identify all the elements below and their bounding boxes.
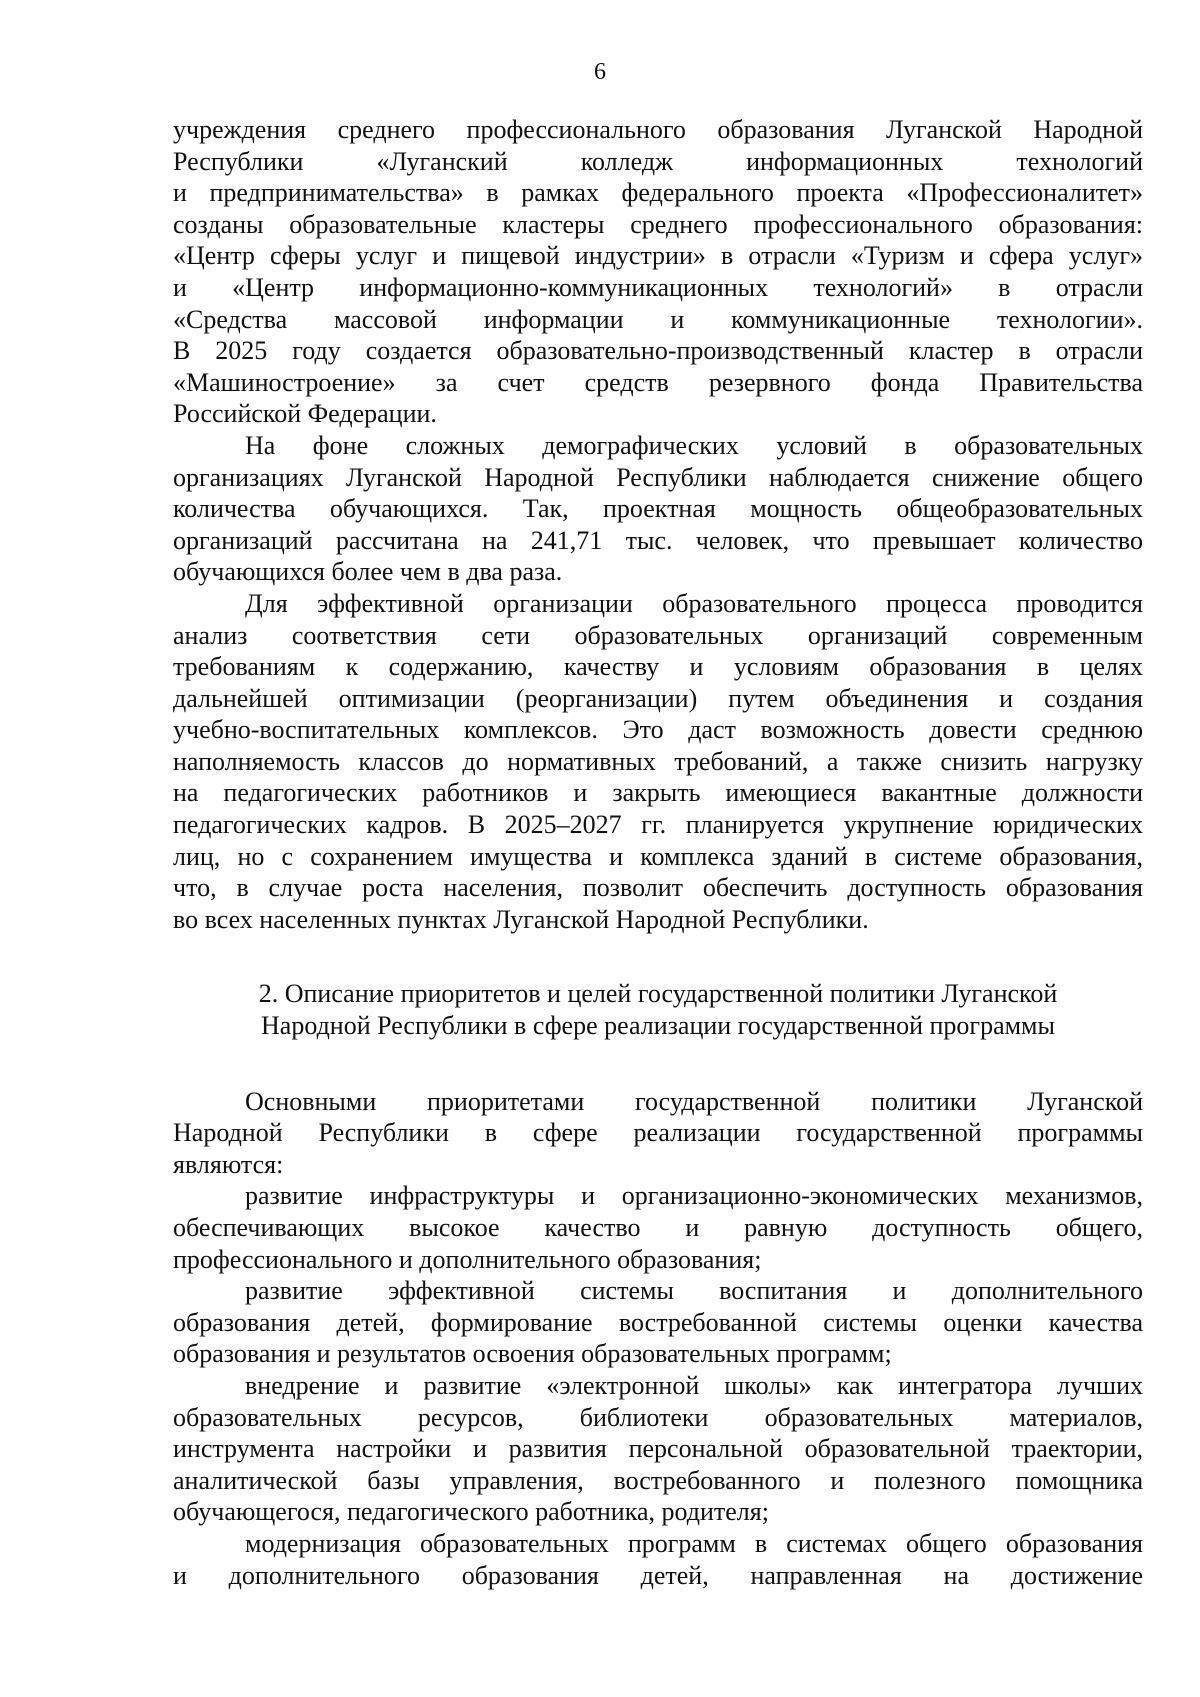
text-line: учебно-воспитательных комплексов. Это даст возможность довести среднюю [173, 715, 1143, 745]
text-line: наполняемость классов до нормативных требований, а также снизить нагрузку [173, 746, 1143, 776]
text-line: «Центр сферы услуг и пищевой индустрии» в отрасли «Туризм и сфера услуг» [173, 241, 1143, 271]
text-line: требованиям к содержанию, качеству и условиям образования в целях [173, 652, 1143, 682]
paragraph [173, 1528, 1143, 1591]
text-line: развитие инфраструктуры и организационно-экономических механизмов, [245, 1181, 1143, 1211]
section-heading-line: Народной Республики в сфере реализации государственной программы [261, 1011, 1055, 1041]
paragraph [173, 1086, 1143, 1181]
paragraph [173, 114, 1143, 430]
text-line: обеспечивающих высокое качество и равную доступность общего, [173, 1213, 1143, 1242]
text-line: На фоне сложных демографических условий в образовательных [245, 430, 1143, 460]
text-line: Для эффективной организации образовательного процесса проводится [245, 588, 1143, 618]
text-line: и предпринимательства» в рамках федерального проекта «Профессионалитет» [173, 178, 1143, 208]
page-number: 6 [594, 59, 606, 85]
section-heading-line: 2. Описание приоритетов и целей государственной политики Луганской [258, 979, 1058, 1009]
text-line: обучающихся более чем в два раза. [173, 557, 563, 587]
text-line: «Машиностроение» за счет средств резервного фонда Правительства [173, 367, 1143, 397]
text-line: внедрение и развитие «электронной школы» как интегратора лучших [245, 1370, 1143, 1400]
text-line: Республики «Луганский колледж информационных технологий [173, 146, 1143, 176]
text-line: образования детей, формирование востребованной системы оценки качества [173, 1307, 1143, 1337]
text-line: количества обучающихся. Так, проектная мощность общеобразовательных [173, 494, 1143, 524]
paragraph [173, 1275, 1143, 1370]
text-line: организациях Луганской Народной Республики наблюдается снижение общего [173, 462, 1143, 492]
paragraph [173, 1180, 1143, 1275]
text-line: лиц, но с сохранением имущества и комплекса зданий в системе образования, [173, 841, 1143, 871]
text-line: развитие эффективной системы воспитания и дополнительного [245, 1276, 1143, 1306]
section-heading [173, 978, 1143, 1041]
text-line: педагогических кадров. В 2025–2027 гг. планируется укрупнение юридических [173, 810, 1143, 840]
text-line: профессионального и дополнительного образования; [173, 1244, 762, 1274]
text-line: созданы образовательные кластеры среднего профессионального образования: [173, 209, 1143, 239]
text-line: что, в случае роста населения, позволит обеспечить доступность образования [173, 873, 1143, 903]
text-line: на педагогических работников и закрыть имеющиеся вакантные должности [173, 778, 1143, 808]
text-line: образования и результатов освоения образовательных программ; [173, 1339, 892, 1369]
text-line: В 2025 году создается образовательно-производственный кластер в отрасли [173, 336, 1143, 366]
bottom-paragraphs [173, 1086, 1143, 1592]
text-line: являются: [173, 1149, 284, 1179]
top-paragraphs [173, 114, 1143, 935]
paragraph [173, 588, 1143, 936]
text-line: и «Центр информационно-коммуникационных технологий» в отрасли [173, 272, 1143, 302]
text-line: учреждения среднего профессионального образования Луганской Народной [173, 115, 1143, 144]
document-body [173, 114, 1143, 1591]
paragraph [173, 1370, 1143, 1528]
text-line: аналитической базы управления, востребованного и полезного помощника [173, 1465, 1143, 1495]
paragraph [173, 430, 1143, 588]
text-line: Народной Республики в сфере реализации государственной программы [173, 1118, 1143, 1148]
text-line: инструмента настройки и развития персональной образовательной траектории, [173, 1434, 1143, 1464]
text-line: образовательных ресурсов, библиотеки образовательных материалов, [173, 1402, 1143, 1432]
text-line: организаций рассчитана на 241,71 тыс. человек, что превышает количество [173, 525, 1143, 555]
text-line: Российской Федерации. [173, 399, 437, 429]
text-line: обучающегося, педагогического работника, родителя; [173, 1497, 769, 1527]
text-line: дальнейшей оптимизации (реорганизации) путем объединения и создания [173, 683, 1143, 713]
text-line: анализ соответствия сети образовательных организаций современным [173, 620, 1143, 650]
text-line: во всех населенных пунктах Луганской Народной Республики. [173, 904, 869, 934]
text-line: и дополнительного образования детей, направленная на достижение [173, 1560, 1143, 1590]
text-line: Основными приоритетами государственной политики Луганской [245, 1086, 1143, 1116]
text-line: модернизация образовательных программ в системах общего образования [245, 1528, 1143, 1558]
text-line: «Средства массовой информации и коммуникационные технологии». [173, 304, 1143, 334]
